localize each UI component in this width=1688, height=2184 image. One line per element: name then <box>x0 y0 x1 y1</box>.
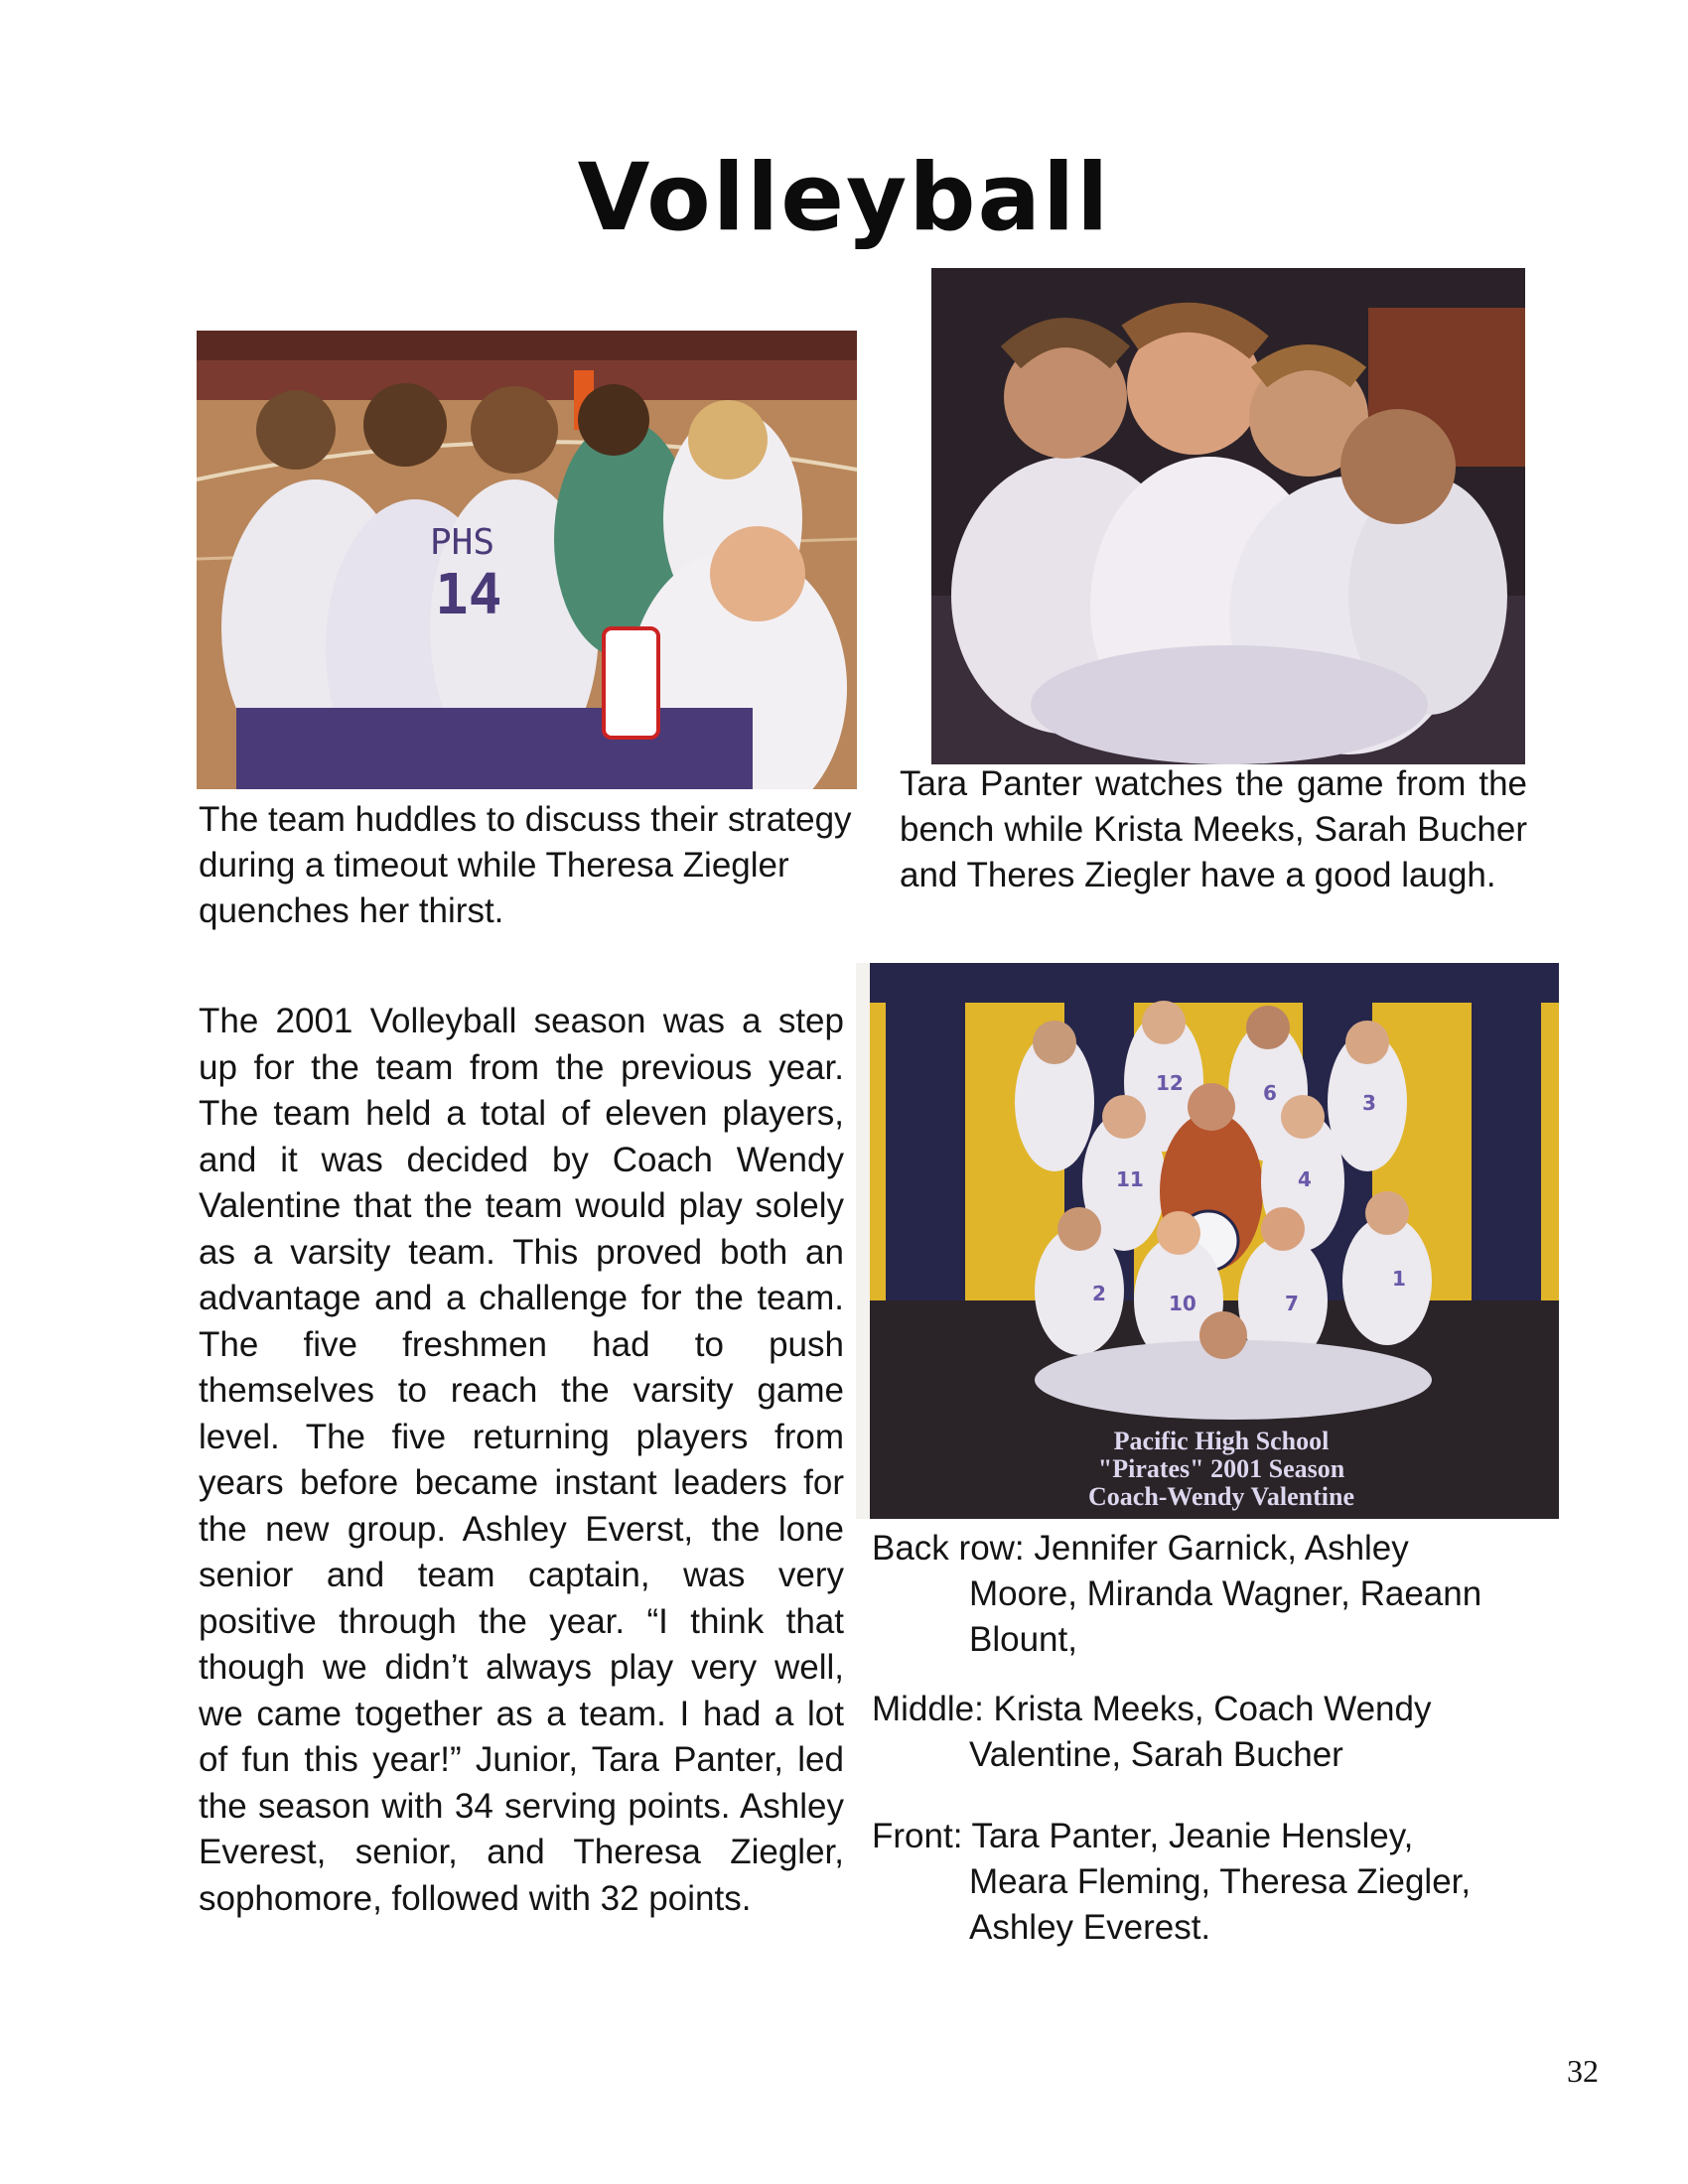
jersey-number-7: 7 <box>1285 1292 1299 1315</box>
bench-caption: Tara Panter watches the game from the bench while Krista Meeks, Sarah Bucher and Theres Ziegler have a good laugh. <box>900 764 1527 894</box>
banner-line-3: Coach-Wendy Valentine <box>1088 1482 1354 1511</box>
article-body: The 2001 Volleyball season was a step up for the team from the previous year. The team held a total of eleven players, and it was decided by Coach Wendy Valentine that the team would play solely as a varsity team. This proved both an advantage and a challenge for the team. The five freshmen had to push themselves to reach the varsity game level. The five returning players from years before became instant leaders for the new group. Ashley Everst, the lone senior and team captain, was very positive through the year. “I think that though we didn’t always play very well, we came together as a team. I had a lot of fun this year!” Junior, Tara Panter, led the season with 34 serving points. Ashley Everest, senior, and Theresa Ziegler, sophomore, followed with 32 points. <box>199 1002 844 1918</box>
jersey-number-2: 2 <box>1092 1282 1106 1305</box>
page-title: Volleyball <box>577 144 1111 252</box>
roster-back-row <box>872 1526 1517 1663</box>
jersey-text: PHS <box>430 522 495 563</box>
team-huddle-photo <box>197 331 857 789</box>
jersey-number: 14 <box>435 563 502 627</box>
banner-line-1: Pacific High School <box>1113 1427 1330 1455</box>
jersey-number-12: 12 <box>1156 1071 1184 1095</box>
roster-middle-row <box>872 1687 1517 1778</box>
roster-front-row <box>872 1814 1517 1951</box>
jersey-number-1: 1 <box>1392 1267 1406 1291</box>
team-portrait-photo <box>856 963 1559 1519</box>
roster-middle-row-text: Middle: Krista Meeks, Coach Wendy Valentine, Sarah Bucher <box>872 1690 1432 1774</box>
roster-front-row-text: Front: Tara Panter, Jeanie Hensley, Meara Fleming, Theresa Ziegler, Ashley Everest. <box>872 1817 1472 1947</box>
banner-line-2: "Pirates" 2001 Season <box>1097 1454 1345 1483</box>
jersey-number-3: 3 <box>1362 1091 1376 1115</box>
jersey-number-6: 6 <box>1263 1081 1277 1105</box>
bench-players-photo <box>931 268 1525 764</box>
jersey-number-4: 4 <box>1298 1167 1312 1191</box>
huddle-caption: The team huddles to discuss their strategy during a timeout while Theresa Ziegler quenches her thirst. <box>199 800 852 930</box>
jersey-number-10: 10 <box>1169 1292 1196 1315</box>
page-number: 32 <box>1567 2053 1599 2089</box>
roster-back-row-text: Back row: Jennifer Garnick, Ashley Moore, Miranda Wagner, Raeann Blount, <box>872 1529 1482 1659</box>
jersey-number-11: 11 <box>1116 1167 1144 1191</box>
